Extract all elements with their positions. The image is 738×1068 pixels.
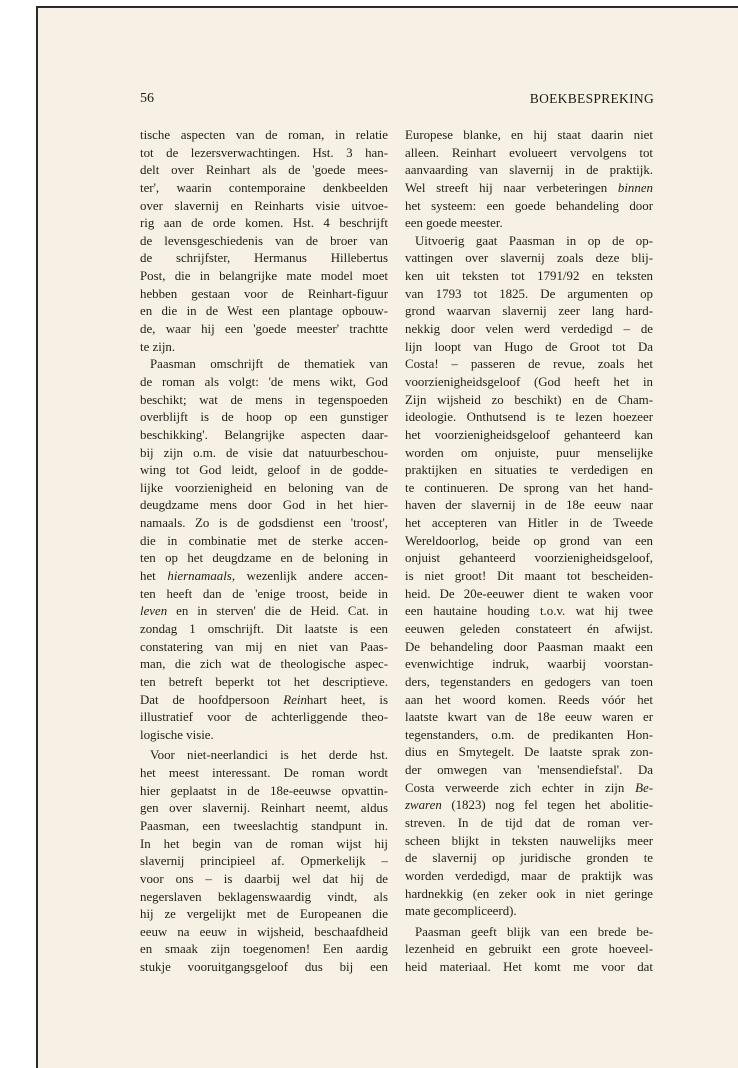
text-line: beschikking'. Belangrijke aspecten daar- xyxy=(140,427,388,442)
text-line: Zijn wijsheid zo beschikt) en de Cham- xyxy=(405,392,653,407)
text-line: rig aan de orde komen. Hst. 4 beschrijft xyxy=(140,216,388,231)
text-line: lezenheid en gebruikt een grote hoeveel- xyxy=(405,942,653,957)
text-line: ten op het deugdzame en de beloning in xyxy=(140,551,388,566)
text-line: de levensgeschiedenis van de broer van xyxy=(140,233,388,248)
text-line: het systeem: een goede behandeling door xyxy=(405,198,653,213)
text-line: te continueren. De sprong van het hand- xyxy=(405,480,653,495)
text-line: ten betreft beperkt tot het descriptieve. xyxy=(140,674,388,689)
page-header xyxy=(140,91,654,113)
text-line: bij zijn o.m. de visie dat natuurbeschou- xyxy=(140,445,388,460)
text-line: grond waarvan slavernij zeer lang hard- xyxy=(405,304,653,319)
text-line: aanvaarding van slavernij in de praktijk. xyxy=(405,163,653,178)
text-line: Costa verweerde zich echter in zijn Be- xyxy=(405,780,653,795)
text-line: gen over slavernij. Reinhart neemt, aldus xyxy=(140,801,388,816)
text-line: de roman als volgt: 'de mens wikt, God xyxy=(140,374,388,389)
right-column xyxy=(405,127,653,977)
text-line: en die in de West een plantage opbouw- xyxy=(140,304,388,319)
text-line: tegenstanders, o.m. de predikanten Hon- xyxy=(405,727,653,742)
text-line: ken uit teksten tot 1791/92 en teksten xyxy=(405,269,653,284)
text-line: mate gecompliceerd). xyxy=(405,904,517,919)
text-line: onjuist gehanteerd voorzienigheidsgeloof, xyxy=(405,551,653,566)
text-line: voorzienigheidsgeloof (God heeft het in xyxy=(405,374,653,389)
text-line: praktijken en situaties te verdedigen en xyxy=(405,463,653,478)
text-line: alleen. Reinhart evolueert vervolgens tot xyxy=(405,145,653,160)
text-line: beschikt; wat de mens in tegenspoeden xyxy=(140,392,388,407)
text-line: ter', waarin contemporaine denkbeelden xyxy=(140,180,388,195)
text-line: man, die zich wat de theologische aspec- xyxy=(140,657,388,672)
text-line: hij ze vergelijkt met de Europeanen die xyxy=(140,907,388,922)
text-line: en smaak zijn toegenomen! Een aardig xyxy=(140,942,388,957)
left-column xyxy=(140,127,388,977)
text-line: worden om onjuiste, puur menselijke xyxy=(405,445,653,460)
running-head: BOEKBESPREKING xyxy=(529,91,654,106)
text-line: delt over Reinhart als de 'goede mees- xyxy=(140,163,388,178)
text-line: nekkig door velen werd verdedigd – de xyxy=(405,322,653,337)
text-line: der omwegen van 'mensendiefstal'. Da xyxy=(405,763,653,778)
text-line: over slavernij en Reinharts visie uitvoe- xyxy=(140,198,388,213)
text-line: scheen blijkt in teksten nauwelijks meer xyxy=(405,833,653,848)
text-line: het voorzienigheidsgeloof gehanteerd kan xyxy=(405,427,653,442)
text-line: ten heeft dan de 'enige troost, beide in xyxy=(140,586,388,601)
text-line: Dat de hoofdpersoon Reinhart heet, is xyxy=(140,692,388,707)
text-line: stukje vooruitgangsgeloof dus bij een xyxy=(140,960,388,975)
text-line: lijke voorzienigheid en beloning van de xyxy=(140,480,388,495)
text-line: Europese blanke, en hij staat daarin niet xyxy=(405,128,653,142)
text-line: evenwichtige indruk, waarbij voorstan- xyxy=(405,657,653,672)
text-line: Costa! – passeren de revue, zoals het xyxy=(405,357,653,372)
text-line: die in combinatie met de sterke accen- xyxy=(140,533,388,548)
text-line: het hiernamaals, wezenlijk andere accen- xyxy=(140,569,388,584)
text-line: een hautaine houding t.o.v. wat hij twee xyxy=(405,604,653,619)
text-line: hardnekkig (en zeker ook in niet geringe xyxy=(405,886,653,901)
text-line: het meest interessant. De roman wordt xyxy=(140,766,388,781)
text-line: te zijn. xyxy=(140,339,176,354)
text-line: ders, tegenstanders en gedogers van toen xyxy=(405,674,653,689)
text-line: hier geplaatst in de 18e-eeuwse opvattin- xyxy=(140,783,388,798)
text-line: het accepteren van Hitler in de Tweede xyxy=(405,516,653,531)
text-line: van 1793 tot 1825. De argumenten op xyxy=(405,286,653,301)
text-line: Voor niet-neerlandici is het derde hst. xyxy=(150,748,388,763)
text-line: laatste kwart van de 18e eeuw waren er xyxy=(405,710,653,725)
text-line: overblijft is de hoop op een gunstiger xyxy=(140,410,388,425)
text-line: haven der slavernij in de 18e eeuw naar xyxy=(405,498,653,513)
text-line: constatering van mij en niet van Paas- xyxy=(140,639,388,654)
text-line: tot de lezersverwachtingen. Hst. 3 han- xyxy=(140,145,388,160)
text-line: Post, die in belangrijke mate model moet xyxy=(140,269,388,284)
text-line: negerslaven beklagenswaardig vindt, als xyxy=(140,889,388,904)
text-line: leven en in sterven' die de Heid. Cat. in xyxy=(140,604,388,619)
text-line: slavernij principieel af. Opmerkelijk – xyxy=(140,854,388,869)
text-line: Wel streeft hij naar verbeteringen binnen xyxy=(405,180,653,195)
text-line: dius en Smytegelt. De laatste sprak zon- xyxy=(405,745,653,760)
text-line: een goede meester. xyxy=(405,216,503,231)
text-line: worden verdedigd, maar de praktijk was xyxy=(405,868,653,883)
text-line: zondag 1 omschrijft. Dit laatste is een xyxy=(140,621,388,636)
text-line: heid materiaal. Het komt me voor dat xyxy=(405,960,653,975)
text-line: De behandeling door Paasman maakt een xyxy=(405,639,653,654)
text-line: streven. In de tijd dat de roman ver- xyxy=(405,815,653,830)
text-line: In het begin van de roman wijst hij xyxy=(140,836,388,851)
text-line: aan het woord komen. Reeds vóór het xyxy=(405,692,653,707)
text-line: de schrijfster, Hermanus Hillebertus xyxy=(140,251,388,266)
text-line: lijn loopt van Hugo de Groot tot Da xyxy=(405,339,653,354)
text-line: Paasman geeft blijk van een brede be- xyxy=(415,924,653,939)
text-line: is niet groot! Dit maant tot bescheiden- xyxy=(405,569,653,584)
text-line: Wereldoorlog, beide op grond van een xyxy=(405,533,653,548)
text-line: illustratief voor de achterliggende theo- xyxy=(140,710,388,725)
text-line: de slavernij op juridische gronden te xyxy=(405,851,653,866)
text-line: Paasman omschrijft de thematiek van xyxy=(150,357,388,372)
text-line: wing tot God leidt, geloof in de godde- xyxy=(140,463,388,478)
text-line: namaals. Zo is de godsdienst een 'troost', xyxy=(140,516,388,531)
text-line: Uitvoerig gaat Paasman in op de op- xyxy=(415,233,653,248)
text-line: heid. De 20e-eeuwer dient te waken voor xyxy=(405,586,653,601)
text-line: de, waar hij een 'goede meester' trachtte xyxy=(140,322,388,337)
text-line: logische visie. xyxy=(140,727,214,742)
text-line: eeuw na eeuw in wijsheid, beschaafdheid xyxy=(140,924,388,939)
text-line: hebben gestaan voor de Reinhart-figuur xyxy=(140,286,388,301)
page-number: 56 xyxy=(140,91,154,106)
text-line: zwaren (1823) nog fel tegen het abolitie- xyxy=(405,798,653,813)
text-line: eeuwen geleden constateert én afwijst. xyxy=(405,621,653,636)
text-line: vattingen over slavernij zoals deze blij- xyxy=(405,251,653,266)
text-line: tische aspecten van de roman, in relatie xyxy=(140,128,388,142)
text-line: deugdzame mens door God in het hier- xyxy=(140,498,388,513)
text-line: Paasman, een tweeslachtig standpunt in. xyxy=(140,818,388,833)
text-line: ideologie. Onthutsend is te lezen hoezeer xyxy=(405,410,653,425)
text-line: voor ons – is daarbij wel dat hij de xyxy=(140,871,388,886)
